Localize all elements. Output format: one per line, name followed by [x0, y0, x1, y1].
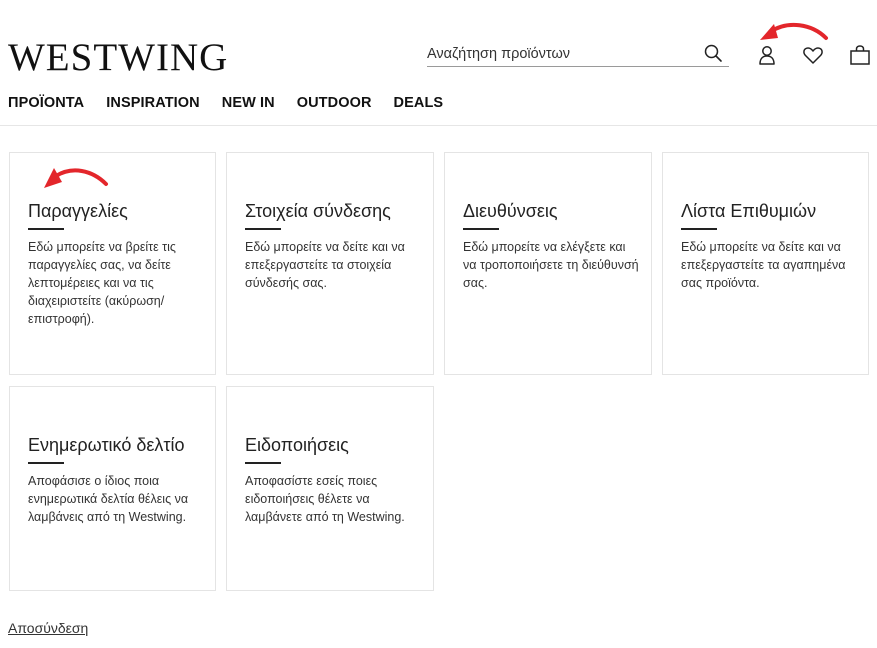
westwing-logo[interactable]: WESTWING [8, 36, 229, 79]
card-description: Εδώ μπορείτε να ελέγξετε και να τροποποιήσετε τη διεύθυνσή σας. [463, 240, 639, 290]
card-description: Αποφάσισε ο ίδιος ποια ενημερωτικά δελτία θέλεις να λαμβάνεις από τη Westwing. [28, 474, 189, 524]
nav-item-deals[interactable]: DEALS [393, 95, 444, 111]
card-divider [245, 228, 281, 230]
card-title: Ενημερωτικό δελτίο [28, 435, 185, 455]
card-title: Λίστα Επιθυμιών [681, 201, 817, 221]
card-description: Αποφασίστε εσείς ποιες ειδοποιήσεις θέλετε να λαμβάνετε από τη Westwing. [245, 474, 405, 524]
search-bar [427, 40, 729, 67]
card-divider [463, 228, 499, 230]
card-title: Παραγγελίες [28, 201, 128, 221]
card-title: Στοιχεία σύνδεσης [245, 201, 391, 221]
annotation-arrow-icon [740, 18, 832, 58]
nav-item-products[interactable]: ΠΡΟΪΟΝΤΑ [8, 95, 85, 111]
card-newsletter[interactable] [9, 386, 216, 591]
main-nav [8, 94, 465, 112]
card-description: Εδώ μπορείτε να βρείτε τις παραγγελίες σας, να δείτε λεπτομέρειες και να τις διαχειριστείτε (ακύρωση/ επιστροφή). [28, 240, 176, 326]
card-divider [28, 228, 64, 230]
card-title: Ειδοποιήσεις [245, 435, 349, 455]
card-description: Εδώ μπορείτε να δείτε και να επεξεργαστείτε τα στοιχεία σύνδεσής σας. [245, 240, 405, 290]
nav-item-new-in[interactable]: NEW IN [221, 95, 275, 111]
bag-icon[interactable] [849, 44, 871, 66]
card-addresses[interactable] [444, 152, 652, 375]
nav-item-inspiration[interactable]: INSPIRATION [106, 95, 200, 111]
card-wishlist[interactable] [662, 152, 869, 375]
card-divider [245, 462, 281, 464]
search-icon[interactable] [703, 43, 723, 63]
card-divider [681, 228, 717, 230]
card-notifications[interactable] [226, 386, 434, 591]
card-divider [28, 462, 64, 464]
annotation-arrow-icon [38, 162, 110, 194]
search-input[interactable] [427, 43, 697, 65]
nav-item-outdoor[interactable]: OUTDOOR [296, 95, 372, 111]
card-title: Διευθύνσεις [463, 201, 558, 221]
logout-link[interactable]: Αποσύνδεση [8, 620, 89, 636]
card-description: Εδώ μπορείτε να δείτε και να επεξεργαστείτε τα αγαπημένα σας προϊόντα. [681, 240, 846, 290]
card-login-details[interactable] [226, 152, 434, 375]
